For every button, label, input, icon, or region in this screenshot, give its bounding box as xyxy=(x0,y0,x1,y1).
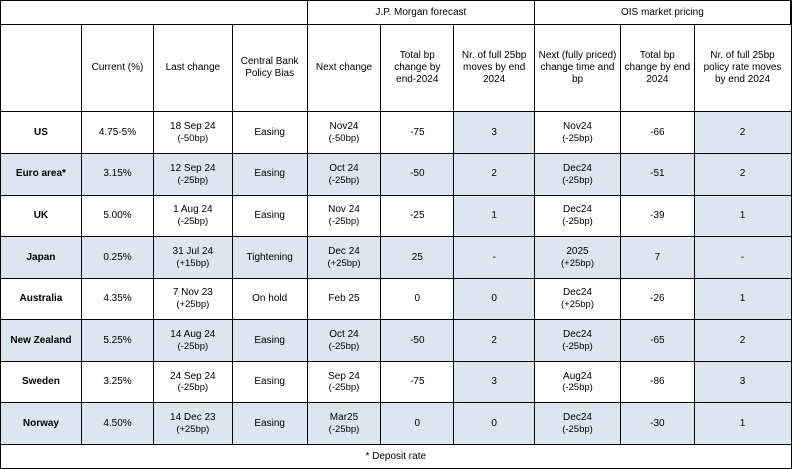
group-header-jpm: J.P. Morgan forecast xyxy=(307,1,534,24)
cell-ois-moves: - xyxy=(694,237,791,279)
cell-policy-bias: On hold xyxy=(232,278,307,320)
last-change-date: 24 Sep 24 xyxy=(170,370,216,382)
ois-next-bp: (-25bp) xyxy=(562,132,593,144)
next-change-bp: (-25bp) xyxy=(328,382,360,394)
cell-moves-2024: 2 xyxy=(454,320,534,362)
next-change-date: Oct 24 xyxy=(329,329,359,341)
cell-last-change xyxy=(154,278,232,320)
last-change-date: 1 Aug 24 xyxy=(173,204,213,216)
cell-policy-bias: Tightening xyxy=(232,237,307,279)
table-row xyxy=(1,320,791,362)
next-change-date: Nov 24 xyxy=(328,204,360,216)
next-change-bp: (-50bp) xyxy=(328,132,360,144)
cell-ois-total-bp: -51 xyxy=(621,153,694,195)
cell-ois-next-change xyxy=(534,237,620,279)
cell-next-change xyxy=(307,112,380,154)
cell-ois-moves: 2 xyxy=(694,112,791,154)
column-header-next-change: Next change xyxy=(307,24,380,111)
cell-moves-2024: 0 xyxy=(454,403,534,445)
table-row xyxy=(1,278,791,320)
table-row xyxy=(1,361,791,403)
next-change-bp: (+25bp) xyxy=(327,257,361,269)
column-header-row xyxy=(1,24,791,111)
cell-policy-bias: Easing xyxy=(232,320,307,362)
next-change-date: Oct 24 xyxy=(329,162,359,174)
cell-ois-moves: 1 xyxy=(694,195,791,237)
cell-next-change xyxy=(307,237,380,279)
cell-last-change xyxy=(154,320,232,362)
cell-moves-2024: 3 xyxy=(454,112,534,154)
cell-ois-moves: 2 xyxy=(694,320,791,362)
cell-total-bp-2024: -75 xyxy=(381,361,454,403)
ois-next-date: Dec24 xyxy=(563,287,592,299)
column-header-ois-total-bp: Total bp change by end 2024 xyxy=(621,24,694,111)
ois-next-date: Dec24 xyxy=(563,329,592,341)
cell-ois-total-bp: -66 xyxy=(621,112,694,154)
column-header-last-change: Last change xyxy=(154,24,232,111)
last-change-bp: (+15bp) xyxy=(176,257,210,269)
cell-next-change xyxy=(307,320,380,362)
next-change-date: Mar25 xyxy=(329,412,359,424)
group-header-row xyxy=(1,1,791,24)
cell-current: 3.15% xyxy=(81,153,153,195)
column-header-ois-next-change: Next (fully priced) change time and bp xyxy=(534,24,620,111)
next-change-date: Nov24 xyxy=(329,121,359,133)
table-row xyxy=(1,112,791,154)
cell-current: 5.25% xyxy=(81,320,153,362)
cell-ois-total-bp: -30 xyxy=(621,403,694,445)
cell-moves-2024: - xyxy=(454,237,534,279)
last-change-date: 14 Aug 24 xyxy=(170,329,216,341)
cell-last-change xyxy=(154,403,232,445)
cell-policy-bias: Easing xyxy=(232,153,307,195)
cell-ois-next-change xyxy=(534,361,620,403)
row-label: Sweden xyxy=(1,361,81,403)
group-header-ois: OIS market pricing xyxy=(534,1,790,24)
row-label: Japan xyxy=(1,237,81,279)
last-change-date: 18 Sep 24 xyxy=(170,121,216,133)
last-change-bp: (+25bp) xyxy=(176,299,210,311)
last-change-date: 14 Dec 23 xyxy=(170,412,216,424)
row-label: Norway xyxy=(1,403,81,445)
last-change-bp: (-25bp) xyxy=(177,216,209,228)
cell-ois-next-change xyxy=(534,195,620,237)
row-label: Euro area* xyxy=(1,153,81,195)
next-change-date: Sep 24 xyxy=(328,370,360,382)
column-header-current: Current (%) xyxy=(81,24,153,111)
cell-ois-total-bp: -26 xyxy=(621,278,694,320)
next-change-date: Dec 24 xyxy=(328,245,360,257)
footnote: * Deposit rate xyxy=(1,445,791,469)
cell-last-change xyxy=(154,153,232,195)
ois-next-date: Dec24 xyxy=(563,162,592,174)
cell-current: 5.00% xyxy=(81,195,153,237)
ois-next-bp: (-25bp) xyxy=(562,424,593,435)
ois-next-date: Dec24 xyxy=(563,412,592,424)
cell-ois-next-change xyxy=(534,153,620,195)
ois-next-bp: (-25bp) xyxy=(562,174,593,186)
cell-ois-next-change xyxy=(534,112,620,154)
ois-next-date: Nov24 xyxy=(563,121,592,133)
central-bank-rates-table xyxy=(1,1,791,468)
table-row xyxy=(1,237,791,279)
column-header-ois-moves: Nr. of full 25bp policy rate moves by end 2024 xyxy=(694,24,791,111)
ois-next-bp: (-25bp) xyxy=(562,340,593,352)
last-change-bp: (-25bp) xyxy=(177,174,209,186)
cell-total-bp-2024: 0 xyxy=(381,278,454,320)
ois-next-date: 2025 xyxy=(566,245,589,257)
cell-moves-2024: 3 xyxy=(454,361,534,403)
cell-ois-total-bp: -86 xyxy=(621,361,694,403)
cell-next-change xyxy=(307,278,380,320)
cell-ois-moves: 1 xyxy=(694,403,791,445)
cell-moves-2024: 1 xyxy=(454,195,534,237)
ois-next-bp: (-25bp) xyxy=(562,216,593,228)
ois-next-date: Dec24 xyxy=(563,204,592,216)
cell-policy-bias: Easing xyxy=(232,403,307,445)
last-change-bp: (-25bp) xyxy=(177,340,209,352)
cell-policy-bias: Easing xyxy=(232,195,307,237)
cell-ois-total-bp: 7 xyxy=(621,237,694,279)
cell-last-change xyxy=(154,195,232,237)
next-change-bp: (-25bp) xyxy=(328,174,360,186)
cell-ois-total-bp: -39 xyxy=(621,195,694,237)
cell-policy-bias: Easing xyxy=(232,361,307,403)
ois-next-bp: (+25bp) xyxy=(560,299,594,311)
cell-policy-bias: Easing xyxy=(232,112,307,154)
row-label: UK xyxy=(1,195,81,237)
cell-ois-total-bp: -65 xyxy=(621,320,694,362)
last-change-date: 7 Nov 23 xyxy=(172,287,213,299)
cell-next-change xyxy=(307,195,380,237)
cell-next-change xyxy=(307,403,380,445)
column-header-total-bp-2024: Total bp change by end-2024 xyxy=(381,24,454,111)
cell-last-change xyxy=(154,361,232,403)
footnote-row xyxy=(1,445,791,469)
cell-total-bp-2024: -50 xyxy=(381,320,454,362)
cell-current: 4.35% xyxy=(81,278,153,320)
cell-current: 0.25% xyxy=(81,237,153,279)
row-label: Australia xyxy=(1,278,81,320)
table-row xyxy=(1,403,791,445)
cell-total-bp-2024: -50 xyxy=(381,153,454,195)
cell-total-bp-2024: -25 xyxy=(381,195,454,237)
cell-ois-next-change xyxy=(534,403,620,445)
next-change-bp: (-25bp) xyxy=(328,216,360,228)
ois-next-bp: (-25bp) xyxy=(562,382,593,394)
cell-current: 4.50% xyxy=(81,403,153,445)
column-header-policy-bias: Central Bank Policy Bias xyxy=(232,24,307,111)
cell-total-bp-2024: -75 xyxy=(381,112,454,154)
table-row xyxy=(1,153,791,195)
cell-ois-moves: 2 xyxy=(694,153,791,195)
cell-ois-next-change xyxy=(534,278,620,320)
cell-moves-2024: 2 xyxy=(454,153,534,195)
cell-current: 3.25% xyxy=(81,361,153,403)
last-change-bp: (-25bp) xyxy=(177,382,209,394)
next-change-date: Feb 25 xyxy=(328,293,360,305)
ois-next-bp: (+25bp) xyxy=(560,257,594,269)
last-change-bp: (+25bp) xyxy=(176,424,210,435)
column-header-moves-2024: Nr. of full 25bp moves by end 2024 xyxy=(454,24,534,111)
group-header-blank xyxy=(1,1,307,24)
cell-last-change xyxy=(154,112,232,154)
next-change-bp: (-25bp) xyxy=(328,424,360,435)
ois-next-date: Aug24 xyxy=(563,370,592,382)
row-label: US xyxy=(1,112,81,154)
row-label: New Zealand xyxy=(1,320,81,362)
cell-current: 4.75-5% xyxy=(81,112,153,154)
last-change-date: 31 Jul 24 xyxy=(172,245,214,257)
cell-ois-moves: 1 xyxy=(694,278,791,320)
cell-ois-next-change xyxy=(534,320,620,362)
cell-moves-2024: 0 xyxy=(454,278,534,320)
cell-total-bp-2024: 25 xyxy=(381,237,454,279)
column-header-blank xyxy=(1,24,81,111)
cell-next-change xyxy=(307,153,380,195)
cell-last-change xyxy=(154,237,232,279)
cell-total-bp-2024: 0 xyxy=(381,403,454,445)
table-row xyxy=(1,195,791,237)
last-change-bp: (-50bp) xyxy=(177,132,209,144)
last-change-date: 12 Sep 24 xyxy=(170,162,216,174)
next-change-bp: (-25bp) xyxy=(328,340,360,352)
cell-next-change xyxy=(307,361,380,403)
cell-ois-moves: 3 xyxy=(694,361,791,403)
